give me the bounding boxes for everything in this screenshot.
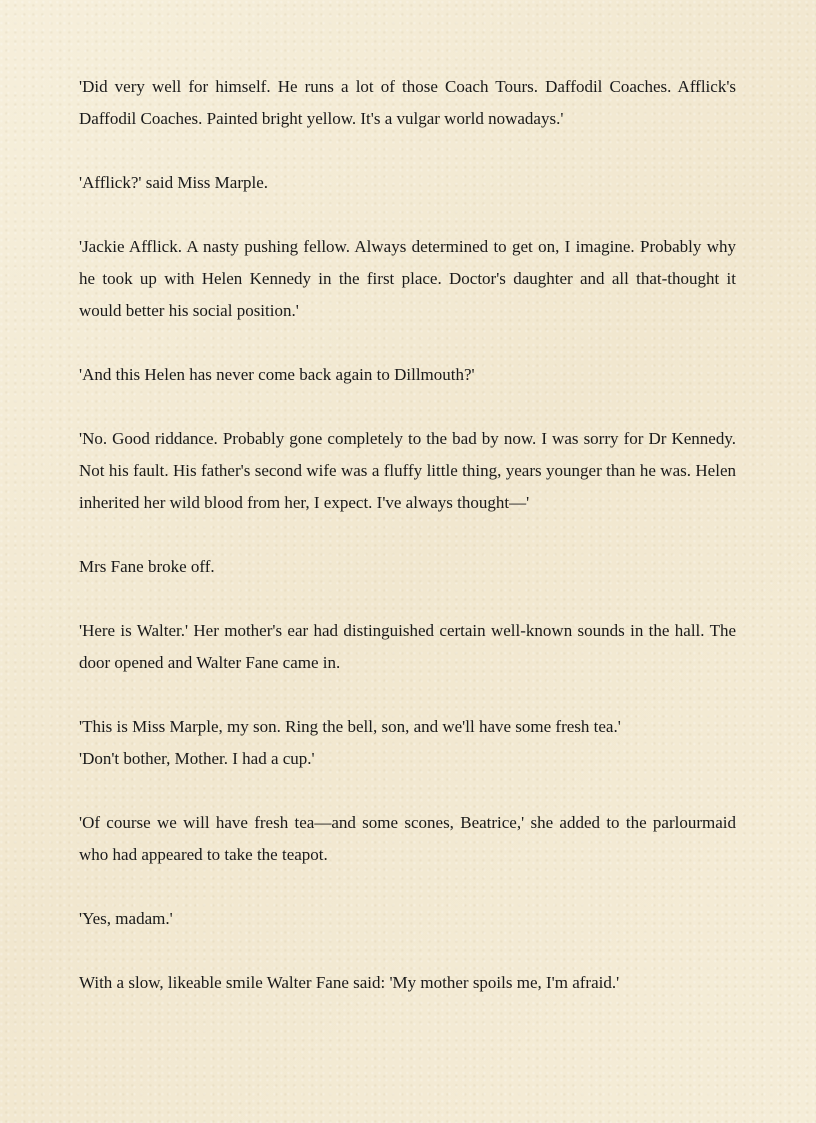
paragraph-gap [79, 935, 736, 967]
paragraph-gap [79, 135, 736, 167]
paragraph: 'Of course we will have fresh tea—and some scones, Beatrice,' she added to the parlourmaid who had appeared to take the teapot. [79, 813, 736, 864]
paragraph: 'And this Helen has never come back again to Dillmouth?' [79, 365, 475, 384]
paragraph: 'Don't bother, Mother. I had a cup.' [79, 749, 315, 768]
paragraph: 'Yes, madam.' [79, 909, 173, 928]
paragraph: 'This is Miss Marple, my son. Ring the bell, son, and we'll have some fresh tea.' [79, 717, 621, 736]
paragraph: 'Here is Walter.' Her mother's ear had distinguished certain well-known sounds in the hall. The door opened and Walter Fane came in. [79, 621, 736, 672]
paragraph: With a slow, likeable smile Walter Fane said: 'My mother spoils me, I'm afraid.' [79, 973, 620, 992]
paragraph-gap [79, 519, 736, 551]
paragraph-gap [79, 871, 736, 903]
paragraph: 'Afflick?' said Miss Marple. [79, 173, 269, 192]
paragraph: 'Did very well for himself. He runs a lot of those Coach Tours. Daffodil Coaches. Afflick's Daffodil Coaches. Painted bright yellow. It's a vulgar world nowadays.' [79, 77, 736, 128]
paragraph-gap [79, 583, 736, 615]
paragraph-gap [79, 679, 736, 711]
paragraph: 'Jackie Afflick. A nasty pushing fellow. Always determined to get on, I imagine. Probably why he took up with Helen Kennedy in the first place. Doctor's daughter and all that-thought it would better his social position.' [79, 237, 736, 320]
paragraph: Mrs Fane broke off. [79, 557, 215, 576]
paragraph-gap [79, 775, 736, 807]
paragraph-gap [79, 199, 736, 231]
paragraph: 'No. Good riddance. Probably gone completely to the bad by now. I was sorry for Dr Kennedy. Not his fault. His father's second wife was a fluffy little thing, years younger than he was. Helen inherited her wild blood from her, I expect. I've always thought—' [79, 429, 736, 512]
paragraph-gap [79, 391, 736, 423]
paragraph-gap [79, 327, 736, 359]
